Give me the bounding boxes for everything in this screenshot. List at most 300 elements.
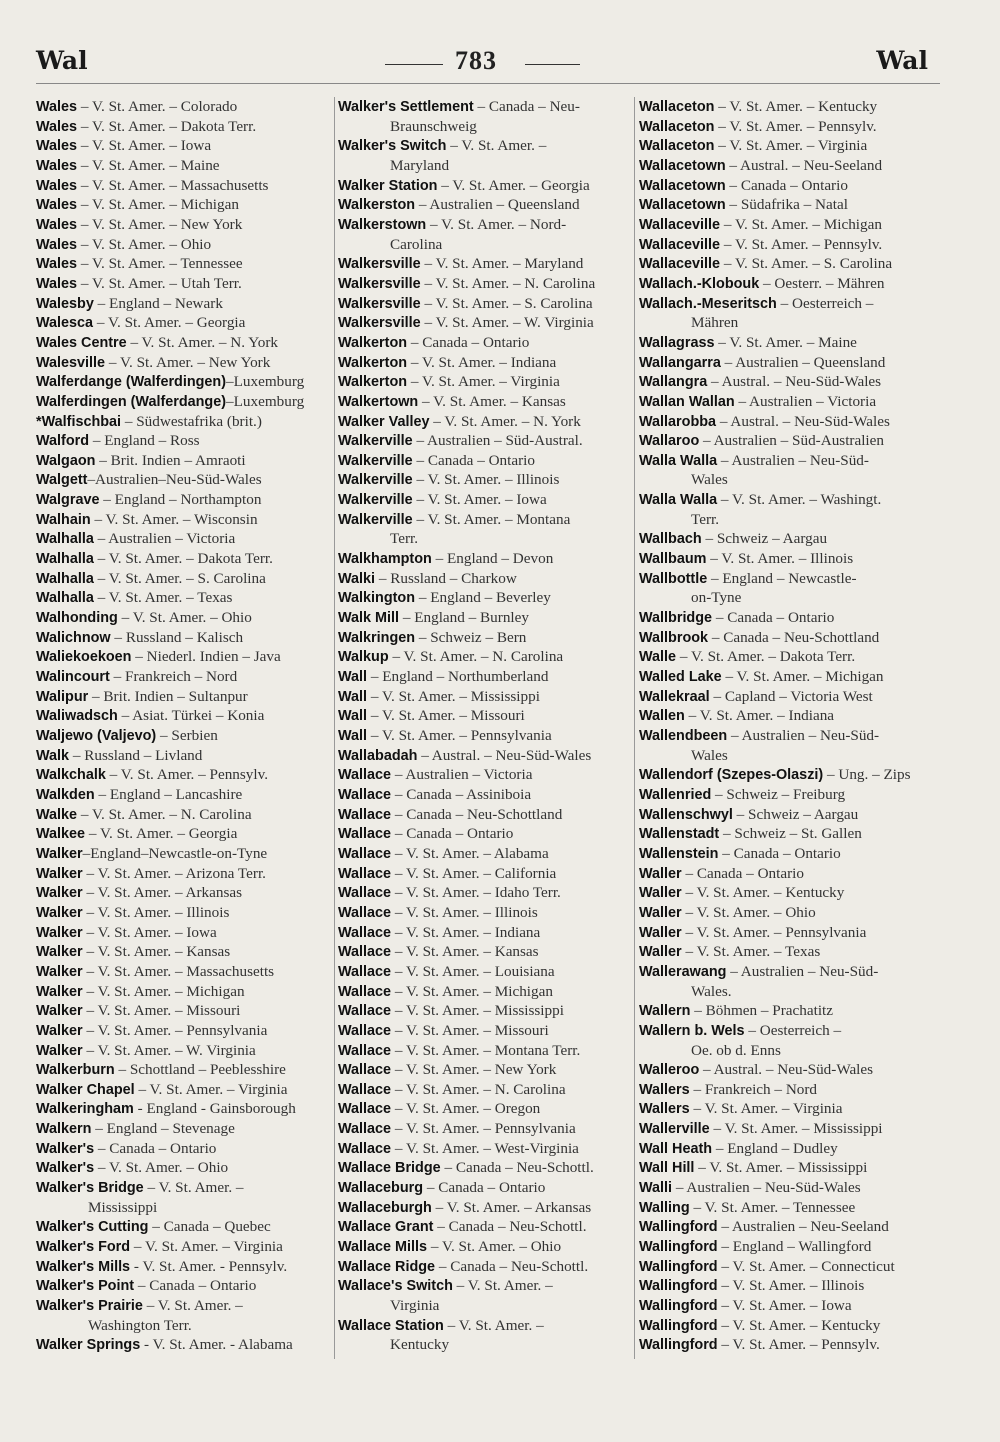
place-name: Wallace xyxy=(338,767,392,784)
gazetteer-entry xyxy=(639,608,939,628)
location-description: – V. St. Amer. – Arkansas xyxy=(82,884,243,902)
location-description: – England – Burnley xyxy=(399,609,529,627)
place-name: Wallingford xyxy=(639,1258,718,1275)
location-description: – V. St. Amer. – Pennsylv. xyxy=(717,1336,880,1354)
gazetteer-entry xyxy=(639,1119,939,1139)
place-name: Wallenstadt xyxy=(639,826,720,843)
location-description: – Canada – Neu-Schottland xyxy=(391,805,563,823)
location-description: – Canada – Ontario xyxy=(134,1277,257,1295)
location-description: – V. St. Amer. – Washingt. xyxy=(717,491,882,509)
gazetteer-entry xyxy=(639,824,939,844)
gazetteer-entry xyxy=(639,529,939,549)
gazetteer-entry xyxy=(338,569,632,589)
header-dash-left xyxy=(385,64,443,65)
gazetteer-entry xyxy=(639,667,939,687)
gazetteer-entry xyxy=(639,883,939,903)
column-divider xyxy=(334,97,335,1359)
location-description: – V. St. Amer. – Nord- xyxy=(426,215,567,233)
gazetteer-entry xyxy=(639,1276,939,1296)
gazetteer-entry xyxy=(36,1139,332,1159)
place-name: Walk xyxy=(36,747,70,764)
place-name: Wallenstein xyxy=(639,845,719,862)
place-name: Walker xyxy=(36,865,83,882)
location-description: – V. St. Amer. – N. Carolina xyxy=(420,274,596,292)
gazetteer-entry xyxy=(338,824,632,844)
gazetteer-entry xyxy=(639,726,939,746)
place-name: Wallbrook xyxy=(639,629,709,646)
location-description: – V. St. Amer. – N. Carolina xyxy=(77,805,252,823)
place-name: Waliwadsch xyxy=(36,708,118,725)
gazetteer-entry xyxy=(338,195,632,215)
place-name: Wallingford xyxy=(639,1239,718,1256)
gazetteer-entry xyxy=(639,1335,939,1355)
running-head-left: Wal xyxy=(36,46,88,75)
place-name: Walker xyxy=(36,944,83,961)
gazetteer-entry xyxy=(338,254,632,274)
place-name: Wallace xyxy=(338,1121,392,1138)
place-name: Walled Lake xyxy=(639,669,722,686)
gazetteer-entry xyxy=(639,392,939,412)
place-name: Wallace xyxy=(338,1022,392,1039)
place-name: Wallace xyxy=(338,845,392,862)
gazetteer-entry xyxy=(639,864,939,884)
gazetteer-entry xyxy=(338,1080,632,1100)
location-description: – Ung. – Zips xyxy=(823,766,911,784)
gazetteer-entry xyxy=(338,1316,632,1336)
gazetteer-entry xyxy=(36,1257,332,1277)
location-description: – Canada – Neu-Schottl. xyxy=(435,1257,589,1275)
location-description: – V. St. Amer. – Virginia xyxy=(407,373,560,391)
location-description: – Austral. – Neu-Süd-Wales xyxy=(707,373,882,391)
gazetteer-entry xyxy=(36,1001,332,1021)
place-name: Walichnow xyxy=(36,629,111,646)
place-name: Wallaceville xyxy=(639,256,721,273)
place-name: Walkchalk xyxy=(36,767,106,784)
page-header xyxy=(0,42,1000,78)
place-name: Wallbaum xyxy=(639,551,707,568)
location-description: – V. St. Amer. – Virginia xyxy=(130,1238,283,1256)
gazetteer-entry xyxy=(338,864,632,884)
place-name: Walkerton xyxy=(338,374,408,391)
gazetteer-entry xyxy=(36,215,332,235)
entry-continuation xyxy=(338,156,632,176)
gazetteer-entry xyxy=(36,333,332,353)
location-description: – V. St. Amer. – Massachusetts xyxy=(82,962,275,980)
place-name: Walkringen xyxy=(338,629,416,646)
location-description: – England – Dudley xyxy=(712,1139,838,1157)
place-name: Walkerville xyxy=(338,511,413,528)
place-name: Walhalla xyxy=(36,531,94,548)
location-description: – England – Stevenage xyxy=(91,1120,235,1138)
gazetteer-entry xyxy=(338,883,632,903)
gazetteer-entry xyxy=(36,254,332,274)
gazetteer-entry xyxy=(639,176,939,196)
location-description: – Canada – Neu-Schottl. xyxy=(440,1159,594,1177)
place-name: *Walfischbai xyxy=(36,413,122,430)
entry-continuation xyxy=(639,510,939,530)
place-name: Wales xyxy=(36,157,78,174)
place-name: Wallagrass xyxy=(639,334,715,351)
entry-continuation xyxy=(639,313,939,333)
location-description: – Russland – Livland xyxy=(69,746,203,764)
location-description: – Canada – Ontario xyxy=(407,333,530,351)
gazetteer-entry xyxy=(639,844,939,864)
location-description: – V. St. Amer. – N. York xyxy=(126,333,278,351)
gazetteer-entry xyxy=(338,412,632,432)
place-name: Wallach.-Meseritsch xyxy=(639,295,777,312)
place-name: Walker's Prairie xyxy=(36,1298,143,1315)
gazetteer-entry xyxy=(639,687,939,707)
location-description: – Oesterr. – Mähren xyxy=(759,274,885,292)
place-name: Wallingford xyxy=(639,1278,718,1295)
gazetteer-entry xyxy=(36,195,332,215)
place-name: Wallingford xyxy=(639,1317,718,1334)
entry-continuation xyxy=(338,529,632,549)
gazetteer-entry xyxy=(338,1276,632,1296)
location-description: – V. St. Amer. – Missouri xyxy=(82,1002,241,1020)
gazetteer-entry xyxy=(36,392,332,412)
place-name: Walker xyxy=(36,963,83,980)
gazetteer-entry xyxy=(639,274,939,294)
gazetteer-entry xyxy=(338,1178,632,1198)
gazetteer-entry xyxy=(36,903,332,923)
gazetteer-entry xyxy=(36,353,332,373)
place-name: Walesca xyxy=(36,315,94,332)
gazetteer-entry xyxy=(338,1257,632,1277)
gazetteer-entry xyxy=(36,647,332,667)
gazetteer-entry xyxy=(338,215,632,235)
place-name: Wales xyxy=(36,118,78,135)
gazetteer-entry xyxy=(639,136,939,156)
gazetteer-entry xyxy=(639,1080,939,1100)
gazetteer-entry xyxy=(338,136,632,156)
location-description: – V. St. Amer. – Idaho Terr. xyxy=(391,884,561,902)
gazetteer-entry xyxy=(639,569,939,589)
gazetteer-entry xyxy=(36,1178,332,1198)
location-description: – V. St. Amer. – Louisiana xyxy=(391,962,555,980)
place-name: Wall Heath xyxy=(639,1140,713,1157)
place-name: Walkerstown xyxy=(338,216,427,233)
place-name: Walker xyxy=(36,1003,83,1020)
place-name: Walle xyxy=(639,649,677,666)
place-name: Walipur xyxy=(36,688,89,705)
place-name: Wallbach xyxy=(639,531,702,548)
place-name: Wales xyxy=(36,256,78,273)
location-description: – V. St. Amer. – Indiana xyxy=(407,353,557,371)
location-description: – Canada – Ontario xyxy=(712,609,835,627)
location-description: – V. St. Amer. – Missouri xyxy=(391,1021,549,1039)
gazetteer-entry xyxy=(338,785,632,805)
location-description: – V. St. Amer. – Pennsylv. xyxy=(105,766,269,784)
location-description: – Schweiz – Bern xyxy=(415,628,527,646)
gazetteer-entry xyxy=(639,1237,939,1257)
gazetteer-entry xyxy=(338,1060,632,1080)
gazetteer-entry xyxy=(36,1080,332,1100)
location-description: – Canada – Ontario xyxy=(725,176,848,194)
place-name: Wallaceburgh xyxy=(338,1199,432,1216)
gazetteer-entry xyxy=(338,746,632,766)
place-name: Walkerston xyxy=(338,197,416,214)
place-name: Wallace xyxy=(338,806,392,823)
place-name: Wallers xyxy=(639,1081,690,1098)
place-name: Wallan Wallan xyxy=(639,393,735,410)
location-description: – England – Wallingford xyxy=(717,1238,872,1256)
location-description: – Australien – Neu-Süd- xyxy=(717,451,869,469)
location-description: – Frankreich – Nord xyxy=(109,668,238,686)
location-description: – Canada – Ontario xyxy=(423,1179,546,1197)
gazetteer-entry xyxy=(36,883,332,903)
entry-text: Braunschweig xyxy=(390,117,477,135)
gazetteer-entry xyxy=(338,1158,632,1178)
place-name: Walker xyxy=(36,845,83,862)
gazetteer-entry xyxy=(338,706,632,726)
entry-text: on-Tyne xyxy=(691,589,742,607)
location-description: – V. St. Amer. – Michigan xyxy=(82,982,245,1000)
location-description: – V. St. Amer. – Montana xyxy=(412,510,571,528)
place-name: Walkee xyxy=(36,826,86,843)
place-name: Walker's Switch xyxy=(338,138,447,155)
gazetteer-entry xyxy=(639,1178,939,1198)
place-name: Waljewo (Valjevo) xyxy=(36,728,157,744)
place-name: Walkerville xyxy=(338,452,413,469)
place-name: Walker's xyxy=(36,1140,95,1157)
entry-text: Mähren xyxy=(691,314,739,332)
gazetteer-entry xyxy=(639,353,939,373)
place-name: Wallace xyxy=(338,944,392,961)
location-description: – Australien – Victoria xyxy=(93,530,236,548)
gazetteer-entry xyxy=(338,372,632,392)
gazetteer-entry xyxy=(338,982,632,1002)
place-name: Wall xyxy=(338,669,368,686)
place-name: Wallace xyxy=(338,1062,392,1079)
location-description: – V. St. Amer. – Missouri xyxy=(367,707,525,725)
location-description: – V. St. Amer. – Illinois xyxy=(391,903,538,921)
gazetteer-entry xyxy=(36,1119,332,1139)
gazetteer-entry xyxy=(338,647,632,667)
location-description: – V. St. Amer. – Mississippi xyxy=(391,1002,564,1020)
place-name: Walkerburn xyxy=(36,1062,115,1079)
location-description: – Canada – Ontario xyxy=(412,451,535,469)
gazetteer-entry xyxy=(639,923,939,943)
location-description: – Australien – Queensland xyxy=(720,353,886,371)
gazetteer-entry xyxy=(639,903,939,923)
place-name: Wallendorf (Szepes-Olaszi) xyxy=(639,767,824,784)
location-description: – V. St. Amer. – Maryland xyxy=(420,255,584,273)
location-description: – V. St. Amer. – Illinois xyxy=(717,1277,865,1295)
column-3 xyxy=(639,97,939,1355)
location-description: – V. St. Amer. – Ohio xyxy=(77,235,212,253)
location-description: – V. St. Amer. – New York xyxy=(391,1061,557,1079)
location-description: – Oesterreich – xyxy=(776,294,874,312)
place-name: Wallace's Switch xyxy=(338,1278,453,1295)
place-name: Wallaceton xyxy=(639,118,715,135)
gazetteer-entry xyxy=(639,628,939,648)
location-description: - England - Gainsborough xyxy=(133,1100,296,1118)
location-description: – Russland – Charkow xyxy=(375,569,517,587)
place-name: Walgett xyxy=(36,472,88,489)
gazetteer-entry xyxy=(338,687,632,707)
place-name: Wall xyxy=(338,708,368,725)
place-name: Wallaceville xyxy=(639,216,721,233)
place-name: Wallace Grant xyxy=(338,1219,434,1236)
entry-continuation xyxy=(639,982,939,1002)
location-description: – V. St. Amer. – Michigan xyxy=(77,196,239,214)
location-description: – Canada – Quebec xyxy=(148,1218,271,1236)
location-description: – V. St. Amer. – Indiana xyxy=(391,923,541,941)
gazetteer-entry xyxy=(36,1158,332,1178)
place-name: Walincourt xyxy=(36,669,110,686)
place-name: Walke xyxy=(36,806,78,823)
entry-text: Wales xyxy=(691,471,728,489)
location-description: – V. St. Amer. – xyxy=(446,137,547,155)
location-description: – Australien – Victoria xyxy=(391,766,533,784)
gazetteer-entry xyxy=(36,549,332,569)
place-name: Walkerville xyxy=(338,433,413,450)
gazetteer-entry xyxy=(36,294,332,314)
gazetteer-entry xyxy=(639,235,939,255)
gazetteer-entry xyxy=(36,785,332,805)
gazetteer-entry xyxy=(36,176,332,196)
location-description: – V. St. Amer. – Iowa xyxy=(82,923,217,941)
location-description: – V. St. Amer. – Kentucky xyxy=(681,884,845,902)
place-name: Wallendbeen xyxy=(639,728,728,744)
place-name: Waller xyxy=(639,885,682,902)
place-name: Wallach.-Klobouk xyxy=(639,275,760,292)
place-name: Walker xyxy=(36,885,83,902)
location-description: – Australien – Neu-Süd- xyxy=(726,962,879,980)
gazetteer-entry xyxy=(36,235,332,255)
location-description: – Niederl. Indien – Java xyxy=(131,648,281,666)
gazetteer-entry xyxy=(338,1139,632,1159)
location-description: – Austral. – Neu-Süd-Wales xyxy=(716,412,890,430)
place-name: Wallingford xyxy=(639,1219,718,1236)
gazetteer-entry xyxy=(639,431,939,451)
gazetteer-entry xyxy=(338,510,632,530)
place-name: Wallenschwyl xyxy=(639,806,733,823)
location-description: – England – Ross xyxy=(89,432,200,450)
gazetteer-entry xyxy=(338,1001,632,1021)
place-name: Walki xyxy=(338,570,376,587)
gazetteer-entry xyxy=(338,392,632,412)
gazetteer-entry xyxy=(36,765,332,785)
gazetteer-entry xyxy=(36,274,332,294)
entry-text: Oe. ob d. Enns xyxy=(691,1041,781,1059)
location-description: – England – Devon xyxy=(431,550,554,568)
gazetteer-entry xyxy=(36,628,332,648)
location-description: – V. St. Amer. – Montana Terr. xyxy=(391,1041,581,1059)
place-name: Walesville xyxy=(36,354,106,371)
entry-text: Washington Terr. xyxy=(88,1316,192,1334)
location-description: – Canada – Neu- xyxy=(473,98,580,115)
place-name: Walkertown xyxy=(338,393,419,410)
location-description: – Australien – Victoria xyxy=(734,392,877,410)
gazetteer-entry xyxy=(36,569,332,589)
gazetteer-entry xyxy=(338,608,632,628)
location-description: – Australien – Süd-Australien xyxy=(699,432,884,450)
place-name: Walkington xyxy=(338,590,416,607)
gazetteer-entry xyxy=(639,117,939,137)
location-description: – V. St. Amer. – S. Carolina xyxy=(93,569,266,587)
location-description: – V. St. Amer. – Tennessee xyxy=(689,1198,856,1216)
place-name: Wallace xyxy=(338,983,392,1000)
location-description: – V. St. Amer. – S. Carolina xyxy=(420,294,593,312)
location-description: – V. St. Amer. – N. Carolina xyxy=(391,1080,566,1098)
location-description: – V. St. Amer. – California xyxy=(391,864,557,882)
gazetteer-entry xyxy=(36,942,332,962)
gazetteer-entry xyxy=(36,864,332,884)
gazetteer-entry xyxy=(338,274,632,294)
location-description: – V. St. Amer. – Dakota Terr. xyxy=(676,648,856,666)
gazetteer-entry xyxy=(338,1119,632,1139)
location-description: – Schweiz – Freiburg xyxy=(711,785,846,803)
location-description: – V. St. Amer. – Georgia xyxy=(93,314,246,332)
location-description: – V. St. Amer. – Virginia xyxy=(714,137,868,155)
gazetteer-entry xyxy=(338,923,632,943)
gazetteer-entry xyxy=(639,1021,939,1041)
place-name: Waliekoekoen xyxy=(36,649,132,666)
gazetteer-entry xyxy=(36,588,332,608)
gazetteer-entry xyxy=(36,726,332,746)
location-description: – V. St. Amer. – Kansas xyxy=(82,943,231,961)
gazetteer-entry xyxy=(639,97,939,117)
entry-text: Virginia xyxy=(390,1297,440,1315)
place-name: Wallbridge xyxy=(639,610,713,627)
gazetteer-entry xyxy=(36,844,332,864)
location-description: – Oesterreich – xyxy=(744,1021,842,1039)
place-name: Wallace xyxy=(338,1101,392,1118)
place-name: Wallenried xyxy=(639,786,712,803)
location-description: – V. St. Amer. – West-Virginia xyxy=(391,1139,579,1157)
gazetteer-entry xyxy=(338,962,632,982)
place-name: Walker's Settlement xyxy=(338,99,474,115)
location-description: – Capland – Victoria West xyxy=(709,687,873,705)
entry-continuation xyxy=(338,1296,632,1316)
location-description: – V. St. Amer. – Iowa xyxy=(412,491,547,509)
place-name: Walleroo xyxy=(639,1062,700,1079)
location-description: – Canada – Neu-Schottland xyxy=(708,628,880,646)
location-description: – V. St. Amer. – xyxy=(443,1316,544,1334)
location-description: – Frankreich – Nord xyxy=(689,1080,818,1098)
gazetteer-entry xyxy=(36,451,332,471)
location-description: – V. St. Amer. – xyxy=(142,1297,243,1315)
location-description: – Schweiz – Aargau xyxy=(701,530,828,548)
gazetteer-entry xyxy=(338,470,632,490)
location-description: – V. St. Amer. – Mississippi xyxy=(694,1159,868,1177)
place-name: Walhonding xyxy=(36,610,118,627)
gazetteer-entry xyxy=(338,765,632,785)
place-name: Wallern b. Wels xyxy=(639,1022,745,1039)
location-description: – Canada – Ontario xyxy=(718,844,841,862)
location-description: – V. St. Amer. – Michigan xyxy=(721,668,884,686)
place-name: Wallaceville xyxy=(639,236,721,253)
location-description: – Brit. Indien – Sultanpur xyxy=(88,687,248,705)
location-description: – V. St. Amer. – Iowa xyxy=(77,137,212,155)
location-description: – V. St. Amer. – Iowa xyxy=(717,1297,852,1315)
place-name: Walker's Bridge xyxy=(36,1180,144,1197)
gazetteer-entry xyxy=(36,1237,332,1257)
gazetteer-entry xyxy=(338,1099,632,1119)
gazetteer-entry xyxy=(36,372,332,392)
location-description: – V. St. Amer. – Connecticut xyxy=(717,1257,895,1275)
gazetteer-entry xyxy=(639,333,939,353)
place-name: Wales xyxy=(36,177,78,194)
place-name: Walker xyxy=(36,983,83,1000)
gazetteer-entry xyxy=(36,1021,332,1041)
location-description: – V. St. Amer. – Kentucky xyxy=(717,1316,881,1334)
entry-text: Carolina xyxy=(390,235,443,253)
gazetteer-entry xyxy=(338,903,632,923)
gazetteer-entry xyxy=(639,1060,939,1080)
